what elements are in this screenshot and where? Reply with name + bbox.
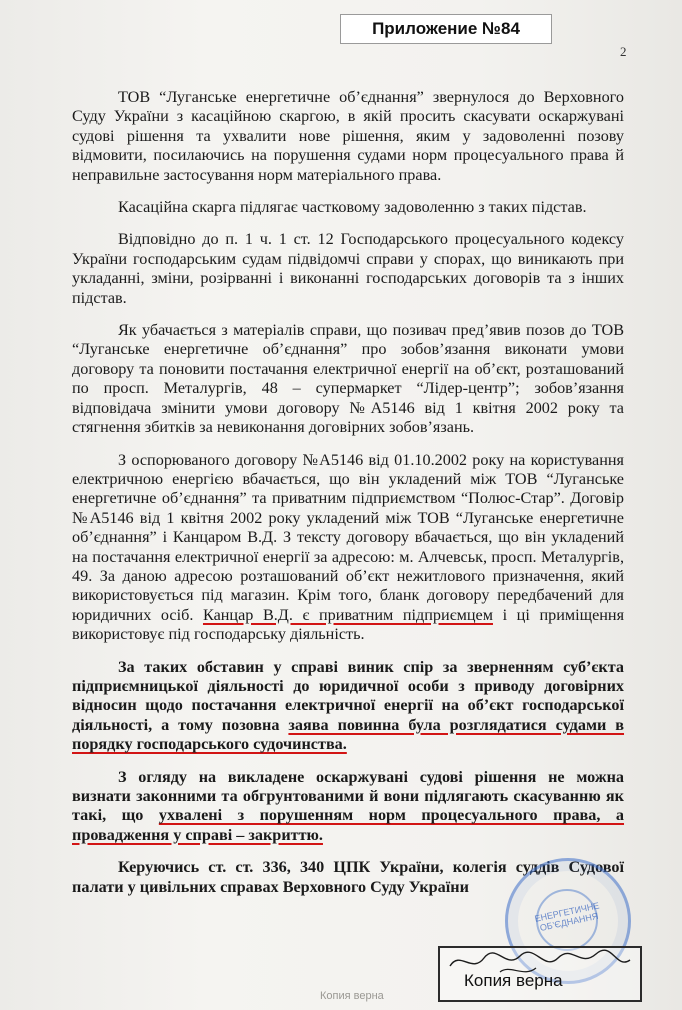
paragraph-5-text: З оспорюваного договору №А5146 від 01.10.2002 року на користування електричною енергією вбачається, що він укладений між ТОВ “Луганське енергетичне об’єднання” та приватним підприємством “Полюс-Стар”. Договір №А5146 від 1 квітня 2002 року укладений між ТОВ “Луганське енергетичне об’єднання” і Канцаром В.Д. З тексту договору вбачається, що він укладений на постачання електричної енергії за адресою: м. Алчевськ, просп. Металургів, 49. За даною адресою розташований об’єкт нежитлового призначення, який використовується під магазин. Крім того, бланк договору передбачений для юридичних осіб. (72, 450, 624, 624)
seal-text: ЕНЕРГЕТИЧНЕ ОБ’ЄДНАННЯ (533, 900, 601, 933)
paragraph-7 (72, 768, 624, 846)
paragraph-2: Касаційна скарга підлягає частковому задоволенню з таких підстав. (118, 198, 587, 217)
paragraph-6 (72, 658, 624, 755)
paragraph-8: Керуючись ст. ст. 336, 340 ЦПК України, колегія суддів Судової палати у цивільних справах Верховного Суду України (72, 858, 624, 896)
bleed-through-text: Копия верна (320, 990, 384, 1002)
underlined-closure: ухвалені з порушенням норм процесуального права, а провадження у справі – закриттю. (72, 806, 625, 844)
paragraph-3: Відповідно до п. 1 ч. 1 ст. 12 Господарського процесуального кодексу України господарським судам підвідомчі справи у спорах, що виникають при укладанні, зміни, розірванні і виконанні господарських договорів та з інших підстав. (72, 230, 624, 307)
underlined-commercial-court: заява повинна була розглядатися судами в порядку господарського судочинства. (72, 715, 625, 754)
handwritten-signature (440, 944, 640, 984)
underlined-entrepreneur: Канцар В.Д. є приватним підприємцем (202, 605, 493, 624)
paragraph-7-text: З огляду на викладене оскаржувані судові рішення не можна визнати законними та обгрунтованими й вони підлягають скасуванню як такі, що (72, 767, 624, 825)
paragraph-1: ТОВ “Луганське енергетичне об’єднання” звернулося до Верховного Суду України з касаційною скаргою, в якій просить скасувати оскаржувані судові рішення та ухвалити нове рішення, яким у задоволенні позову відмовити, посилаючись на порушення судами норм процесуального права й неправильне застосування норм матеріального права. (72, 88, 624, 184)
document-body (72, 88, 624, 910)
page-number: 2 (620, 44, 627, 59)
certified-copy-text: Копия верна (464, 971, 563, 990)
appendix-label: Приложение №84 (340, 14, 552, 44)
paragraph-5-tail: і ці приміщення використовує під господарську діяльність. (72, 605, 625, 644)
paragraph-4: Як убачається з матеріалів справи, що позивач пред’явив позов до ТОВ “Луганське енергетичне об’єднання” про зобов’язання виконати умови договору та поновити постачання електричної енергії на об’єкт, розташований по просп. Металургів, 48 – супермаркет “Лідер-центр”; зобов’язання відповідача змінити умови договору №А5146 від 1 квітня 2002 року та стягнення збитків за невиконання договірних зобов’язань. (72, 321, 624, 437)
paragraph-6-text: За таких обставин у справі виник спір за зверненням суб’єкта підприємницької діяльності до юридичної особи з приводу договірних відносин щодо постачання електричної енергії на об’єкт господарської діяльності, а тому позовна (72, 657, 624, 734)
paragraph-5 (72, 451, 624, 645)
